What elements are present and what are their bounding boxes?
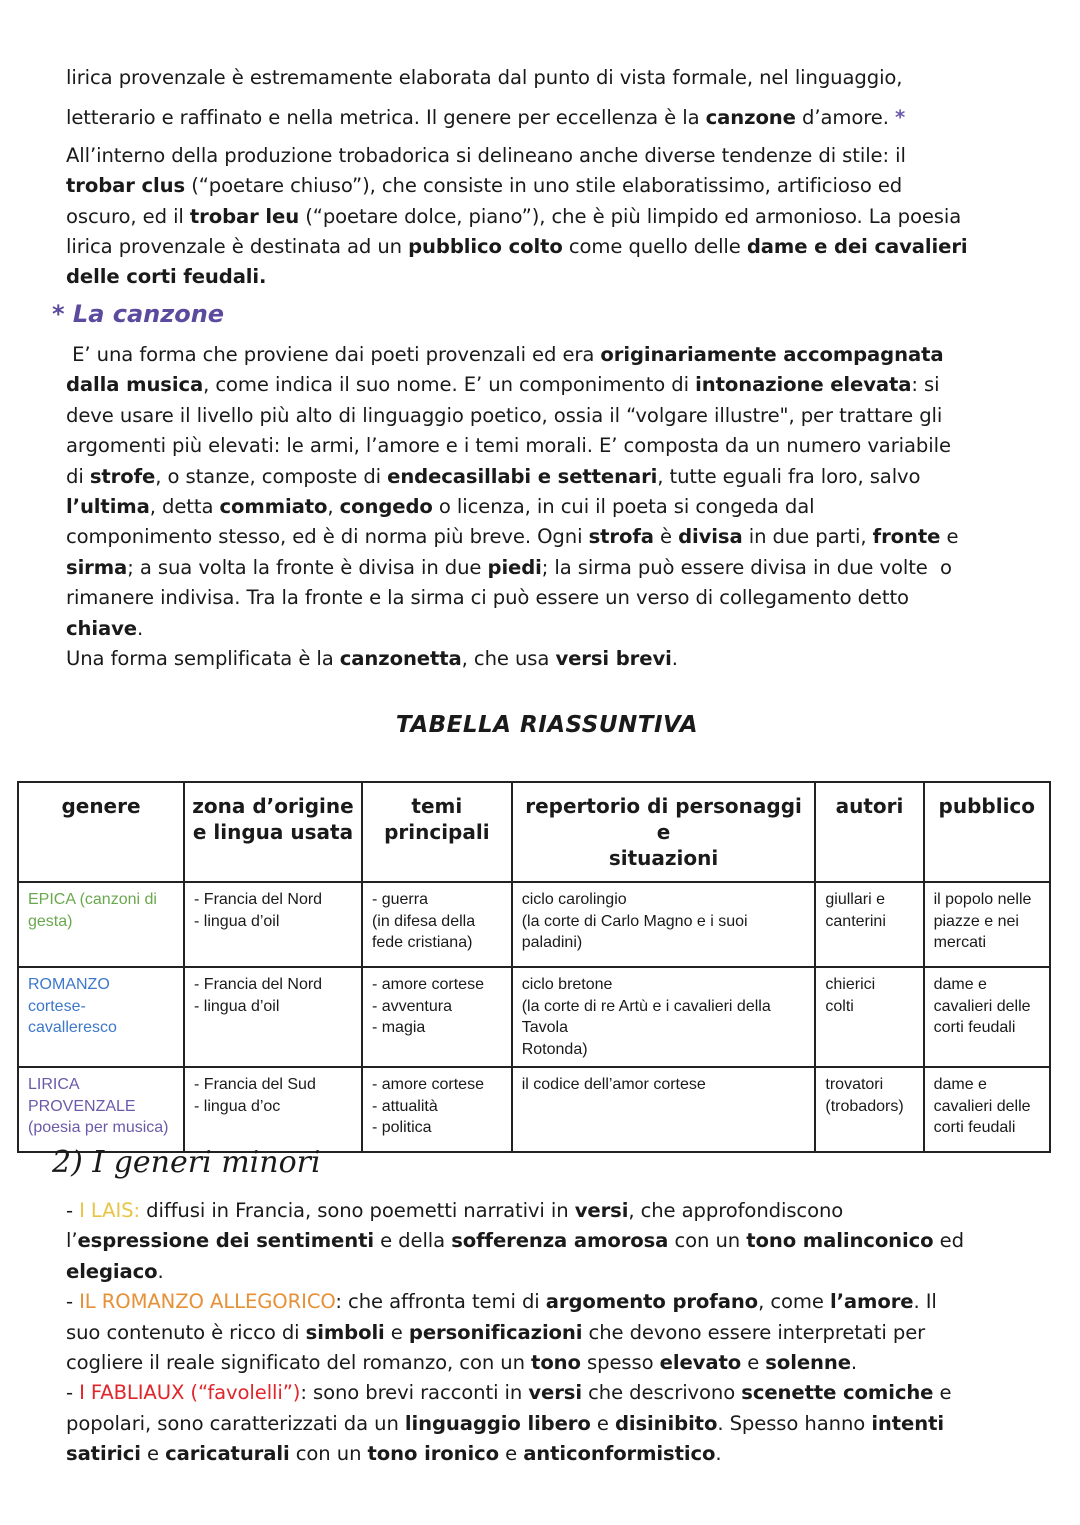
table-cell <box>815 1067 923 1152</box>
text-segment: All’interno della produzione trobadorica si delineano anche diverse tendenze di stile: il <box>66 144 906 167</box>
cell-text: cavalieri delle <box>933 1097 1031 1115</box>
text-segment: lirica provenzale è destinata ad un <box>66 234 409 258</box>
paragraph-trobar-styles <box>66 141 968 292</box>
bold-text: dame e dei cavalieri <box>746 234 968 258</box>
bold-text: sofferenza amorosa <box>451 1229 669 1253</box>
cell-text: cavalieri delle <box>933 997 1031 1015</box>
text-line <box>66 262 968 292</box>
bold-text: commiato <box>219 495 328 519</box>
table-cell <box>815 967 923 1067</box>
bold-text: delle corti feudali. <box>66 265 267 289</box>
text-line <box>66 1439 964 1469</box>
text-segment: - <box>66 1290 80 1314</box>
highlight-text: I LAIS: <box>79 1199 141 1222</box>
cell-text: fede cristiana) <box>371 934 473 951</box>
cell-text: (trobadors) <box>825 1097 904 1115</box>
table-cell <box>362 967 512 1067</box>
header-text: situazioni <box>608 846 719 870</box>
section-heading-generi-minori: 2) I generi minori <box>52 1145 321 1180</box>
cell-text: giullari e <box>825 891 885 908</box>
bold-text: tono malinconico <box>746 1229 934 1253</box>
text-segment: con un <box>668 1229 747 1253</box>
cell-text: mercati <box>933 934 987 951</box>
bold-text: pubblico colto <box>408 234 563 258</box>
bold-text: dalla musica <box>66 373 204 397</box>
text-segment: e <box>741 1351 766 1375</box>
text-segment: d’amore. <box>795 106 895 129</box>
bold-text: strofe <box>89 464 156 488</box>
section-heading-canzone: * La canzone <box>52 300 225 328</box>
bold-text: endecasillabi e settenari <box>387 464 658 488</box>
highlight-text: I FABLIAUX (“favolelli”) <box>79 1381 301 1405</box>
text-segment: . <box>715 1442 722 1466</box>
bold-text: intenti <box>871 1411 944 1435</box>
table-cell <box>18 967 184 1067</box>
bold-text: trobar leu <box>189 204 300 228</box>
bold-text: elegiaco <box>66 1259 158 1283</box>
text-segment: , detta <box>149 495 220 519</box>
text-segment: letterario e raffinato e nella metrica. Il genere per eccellenza è la <box>66 106 706 129</box>
text-segment: suo contenuto è ricco di <box>66 1320 306 1344</box>
table-cell <box>362 1067 512 1152</box>
header-text: zona d’origine <box>192 794 354 818</box>
text-segment: (“poetare chiuso”), che consiste in uno stile elaboratissimo, artificioso ed <box>185 174 903 198</box>
bold-text: congedo <box>339 495 433 519</box>
table-cell <box>18 882 184 967</box>
bold-text: canzonetta <box>339 647 462 671</box>
cell-text: - lingua d’oil <box>194 997 280 1015</box>
text-segment: spesso <box>580 1351 660 1375</box>
text-segment: oscuro, ed il <box>66 204 190 228</box>
text-line <box>66 492 958 522</box>
text-line <box>66 1226 964 1256</box>
header-text: repertorio di personaggi e <box>525 794 802 844</box>
text-segment: E’ una forma che proviene dai poeti provenzali ed era <box>66 343 601 366</box>
cell-text: ciclo carolingio <box>521 891 627 908</box>
cell-text: - magia <box>371 1019 426 1036</box>
header-text: temi <box>411 794 463 818</box>
cell-text: (la corte di Carlo Magno e i suoi paladini) <box>521 912 748 951</box>
bold-text: elevato <box>659 1351 742 1375</box>
cell-text: trovatori <box>825 1076 884 1093</box>
paragraph-lirica-intro <box>66 58 905 138</box>
table-cell <box>924 967 1050 1067</box>
text-line <box>66 1257 964 1287</box>
bold-text: trobar clus <box>66 174 186 198</box>
cell-text: colti <box>825 997 854 1015</box>
paragraph-generi-minori <box>66 1196 964 1470</box>
text-line <box>66 553 958 583</box>
header-text: genere <box>61 794 141 818</box>
text-line <box>66 401 958 431</box>
table-cell <box>924 1067 1050 1152</box>
bold-text: versi <box>574 1199 629 1222</box>
bold-text: satirici <box>66 1442 141 1466</box>
text-segment: - <box>66 1381 80 1405</box>
paragraph-canzone <box>66 340 958 674</box>
text-segment: come quello delle <box>562 234 747 258</box>
text-line <box>66 202 968 232</box>
cell-text: - amore cortese <box>371 976 484 993</box>
cell-text: gesta) <box>28 912 73 930</box>
bold-text: canzone <box>705 106 796 129</box>
table-cell <box>924 882 1050 967</box>
text-segment: (“poetare dolce, piano”), che è più limpido ed armonioso. La poesia <box>299 204 962 228</box>
bold-text: l’ultima <box>66 495 150 519</box>
text-line <box>66 1287 964 1317</box>
cell-text: (la corte di re Artù e i cavalieri della Tavola <box>521 997 771 1036</box>
text-line <box>66 1409 964 1439</box>
text-segment: è <box>653 525 679 549</box>
column-header <box>815 782 923 882</box>
text-segment: , o stanze, composte di <box>155 464 388 488</box>
header-text: pubblico <box>938 794 1036 818</box>
text-line <box>66 370 958 400</box>
table-row <box>18 882 1050 967</box>
bold-text: strofa <box>588 525 654 549</box>
text-segment: con un <box>289 1442 368 1466</box>
bold-text: argomento profano <box>545 1290 759 1314</box>
text-segment: . <box>671 647 678 671</box>
column-header <box>362 782 512 882</box>
text-segment: , tutte eguali fra loro, salvo <box>657 464 921 488</box>
text-line <box>66 98 905 138</box>
cell-text: - lingua d’oil <box>194 912 280 930</box>
text-segment: argomenti più elevati: le armi, l’amore e i temi morali. E’ composta da un numero variabile <box>66 434 951 458</box>
cell-text: - amore cortese <box>371 1076 484 1093</box>
bold-text: l’amore <box>829 1290 914 1314</box>
text-line <box>66 1196 964 1226</box>
text-segment: , che approfondiscono <box>628 1199 844 1222</box>
column-header <box>18 782 184 882</box>
cell-text: - guerra <box>371 891 428 908</box>
cell-text: Rotonda) <box>521 1040 588 1058</box>
text-segment: , come indica il suo nome. E’ un componimento di <box>203 373 696 397</box>
bold-text: espressione dei sentimenti <box>77 1229 374 1253</box>
text-segment: : si <box>911 373 940 397</box>
column-header <box>924 782 1050 882</box>
header-text: e lingua usata <box>192 820 354 844</box>
text-segment: : sono brevi racconti in <box>300 1381 529 1405</box>
text-line <box>66 522 958 552</box>
cell-text: - Francia del Nord <box>194 891 323 908</box>
text-segment: e della <box>373 1229 452 1253</box>
text-segment: . <box>136 616 144 640</box>
cell-text: - politica <box>371 1119 432 1136</box>
bold-text: tono ironico <box>367 1442 499 1466</box>
table-cell <box>512 967 816 1067</box>
text-segment: che devono essere interpretati per <box>582 1320 926 1344</box>
text-line <box>66 232 968 262</box>
cell-text: - Francia del Nord <box>194 976 323 993</box>
text-segment: e <box>498 1442 524 1466</box>
bold-text: sirma <box>66 555 128 579</box>
text-segment: - <box>66 1199 80 1222</box>
text-line <box>66 1348 964 1378</box>
table-row <box>18 967 1050 1067</box>
header-text: autori <box>835 794 904 818</box>
text-segment: . Spesso hanno <box>717 1411 872 1435</box>
cell-text: canterini <box>825 912 886 930</box>
text-segment: , che usa <box>461 647 556 671</box>
cell-text: ROMANZO <box>28 976 110 993</box>
text-segment: componimento stesso, ed è di norma più breve. Ogni <box>66 525 589 549</box>
text-segment: , come <box>758 1290 830 1314</box>
text-segment: e <box>940 525 959 549</box>
table-row <box>18 1067 1050 1152</box>
cell-text: - attualità <box>371 1097 438 1115</box>
bold-text: originariamente accompagnata <box>600 343 944 366</box>
text-segment: : che affronta temi di <box>335 1290 546 1314</box>
bold-text: anticonformistico <box>523 1442 716 1466</box>
bold-text: simboli <box>305 1320 385 1344</box>
text-line <box>66 58 905 98</box>
cell-text: ciclo bretone <box>521 976 613 993</box>
text-line <box>66 583 958 613</box>
bold-text: intonazione elevata <box>695 373 912 397</box>
text-segment: . <box>157 1259 164 1283</box>
text-segment: che descrivono <box>581 1381 742 1405</box>
table-cell <box>362 882 512 967</box>
bold-text: versi <box>528 1381 582 1405</box>
cell-text: chierici <box>825 976 876 993</box>
text-segment: popolari, sono caratterizzati da un <box>66 1411 405 1435</box>
table-cell <box>184 882 362 967</box>
bold-text: versi brevi <box>555 647 672 671</box>
text-segment: Una forma semplificata è la <box>66 647 340 671</box>
cell-text: - Francia del Sud <box>194 1076 316 1093</box>
table-cell <box>512 1067 816 1152</box>
text-segment: ed <box>933 1229 964 1253</box>
text-segment: e <box>384 1320 409 1344</box>
text-segment: l’ <box>66 1229 78 1253</box>
bold-text: disinibito <box>614 1411 718 1435</box>
text-segment: o licenza, in cui il poeta si congeda dal <box>432 495 815 519</box>
bold-text: linguaggio libero <box>404 1411 591 1435</box>
text-segment: ; a sua volta la fronte è divisa in due <box>127 555 488 579</box>
text-line <box>66 141 968 171</box>
text-line <box>66 644 958 674</box>
cell-text: - avventura <box>371 997 452 1015</box>
header-text: principali <box>384 820 490 844</box>
highlight-text: * <box>894 106 906 129</box>
text-segment: . Il <box>913 1290 937 1314</box>
table-cell <box>512 882 816 967</box>
bold-text: personificazioni <box>408 1320 583 1344</box>
text-segment: ; la sirma può essere divisa in due volte o <box>541 555 952 579</box>
cell-text: (in difesa della <box>371 912 476 930</box>
cell-text: il codice dell’amor cortese <box>521 1076 706 1093</box>
text-line <box>66 171 968 201</box>
bold-text: caricaturali <box>165 1442 290 1466</box>
text-line <box>66 462 958 492</box>
text-segment: diffusi in Francia, sono poemetti narrativi in <box>140 1199 575 1222</box>
cell-text: dame e <box>933 976 987 993</box>
table-title: TABELLA RIASSUNTIVA <box>395 712 699 738</box>
cell-text: corti feudali <box>933 1119 1016 1136</box>
cell-text: (poesia per musica) <box>28 1119 169 1136</box>
bold-text: solenne <box>765 1351 851 1375</box>
cell-text: piazze e nei <box>933 912 1019 930</box>
bold-text: scenette comiche <box>741 1381 934 1405</box>
bold-text: divisa <box>678 525 743 549</box>
bold-text: fronte <box>872 525 941 549</box>
text-segment: lirica provenzale è estremamente elaborata dal punto di vista formale, nel linguaggio, <box>66 66 903 89</box>
text-segment: di <box>66 464 90 488</box>
text-segment: e <box>140 1442 166 1466</box>
table-cell <box>184 1067 362 1152</box>
cell-text: cortese-cavalleresco <box>28 997 117 1036</box>
highlight-text: IL ROMANZO ALLEGORICO <box>79 1290 336 1314</box>
column-header <box>512 782 816 882</box>
cell-text: dame e <box>933 1076 987 1093</box>
text-line <box>66 614 958 644</box>
bold-text: chiave <box>66 616 137 640</box>
text-segment: in due parti, <box>742 525 873 549</box>
text-segment: . <box>850 1351 858 1375</box>
cell-text: corti feudali <box>933 1019 1016 1036</box>
cell-text: EPICA (canzoni di <box>28 891 157 908</box>
cell-text: il popolo nelle <box>933 891 1032 908</box>
bold-text: tono <box>531 1351 581 1375</box>
text-segment: cogliere il reale significato del romanzo, con un <box>66 1351 532 1375</box>
text-line <box>66 1378 964 1408</box>
text-line <box>66 431 958 461</box>
text-line <box>66 1318 964 1348</box>
text-segment: , <box>327 495 340 519</box>
column-header <box>184 782 362 882</box>
table-cell <box>815 882 923 967</box>
table-cell <box>18 1067 184 1152</box>
table-cell <box>184 967 362 1067</box>
cell-text: - lingua d’oc <box>194 1097 281 1115</box>
table-header-row <box>18 782 1050 882</box>
bold-text: piedi <box>487 555 542 579</box>
text-segment: e <box>933 1381 952 1405</box>
summary-table <box>17 781 1051 1153</box>
text-segment: deve usare il livello più alto di linguaggio poetico, ossia il “volgare illustre", per trattare gli <box>66 403 943 427</box>
cell-text: LIRICA PROVENZALE <box>28 1076 136 1115</box>
text-segment: rimanere indivisa. Tra la fronte e la sirma ci può essere un verso di collegamento detto <box>66 586 909 610</box>
text-segment: e <box>590 1411 615 1435</box>
text-line <box>66 340 958 370</box>
